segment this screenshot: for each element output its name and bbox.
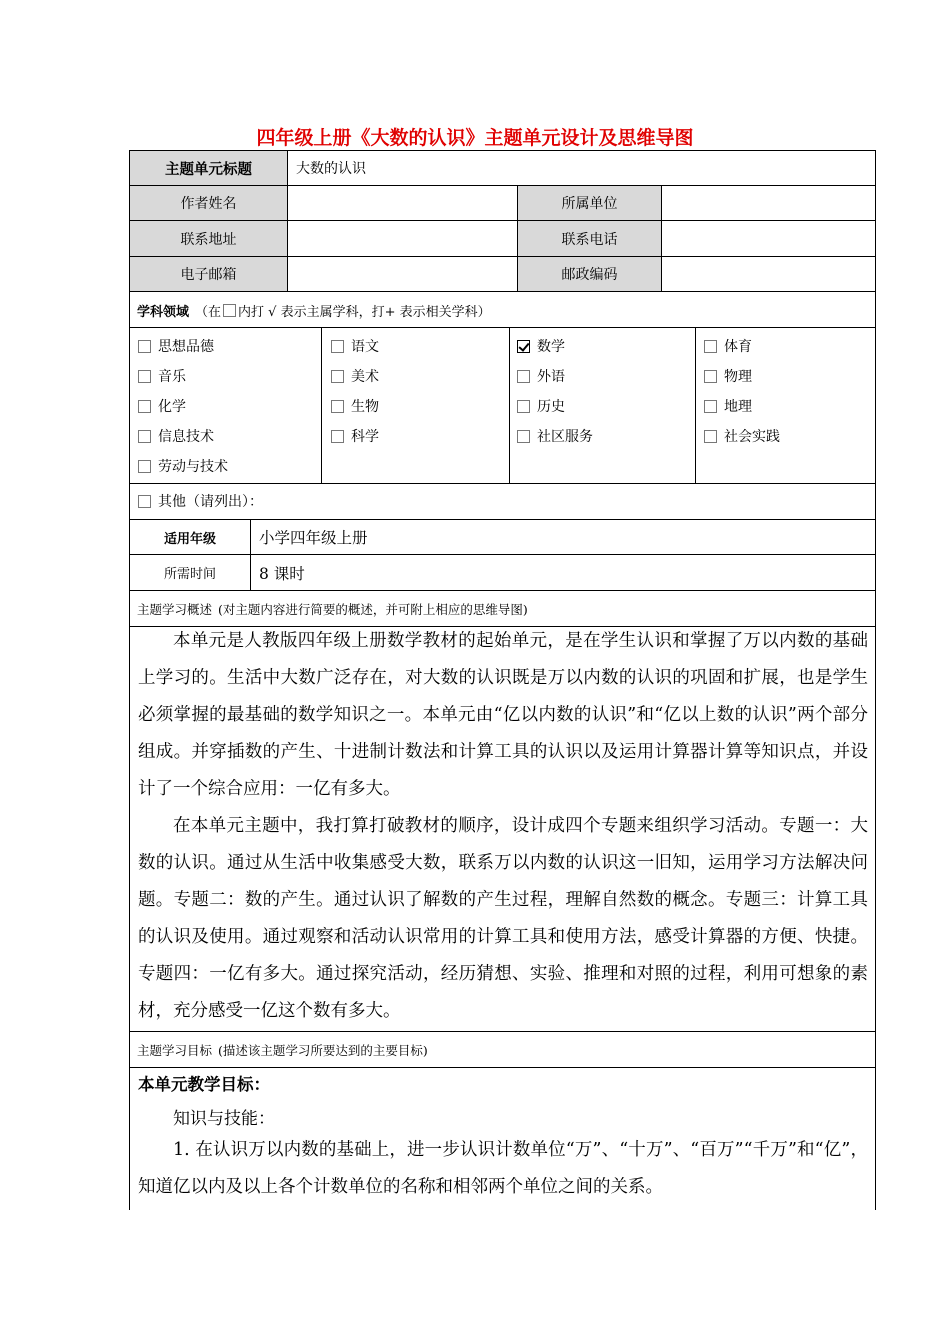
divider (321, 327, 322, 483)
author-label: 作者姓名 (130, 186, 287, 220)
checkbox-icon[interactable] (704, 340, 717, 353)
subject-option-label: 数学 (537, 339, 565, 355)
address-label: 联系地址 (130, 221, 287, 256)
subject-option[interactable] (517, 335, 565, 357)
checkbox-icon[interactable] (331, 430, 344, 443)
subject-option-label: 科学 (351, 429, 379, 445)
subject-option[interactable] (331, 365, 379, 387)
zip-label: 邮政编码 (518, 257, 661, 291)
subject-area-hint-suffix: 内打 √ 表示主属学科，打+ 表示相关学科） (238, 304, 491, 320)
subject-option[interactable] (138, 335, 214, 357)
divider (661, 185, 662, 291)
goal-subheading: 知识与技能： (173, 1108, 275, 1129)
checkbox-icon[interactable] (331, 400, 344, 413)
subject-area-hint-prefix: （在 (195, 304, 222, 320)
divider (129, 483, 876, 484)
divider (129, 327, 876, 328)
checkbox-icon[interactable] (704, 430, 717, 443)
subject-option[interactable] (138, 395, 186, 417)
zip-field[interactable] (662, 257, 875, 291)
divider (517, 185, 518, 291)
overview-paragraph-2: 在本单元主题中，我打算打破教材的顺序，设计成四个专题来组织学习活动。专题一：大数的认识。通过从生活中收集感受大数，联系万以内数的认识这一旧知，运用学习方法解决问题。专题二：数的产生。通过认识了解数的产生过程，理解自然数的概念。专题三：计算工具的认识及使用。通过观察和活动认识常用的计算工具和使用方法，感受计算器的方便、快捷。专题四：一亿有多大。通过探究活动，经历猜想、实验、推理和对照的过程，利用可想象的素材，充分感受一亿这个数有多大。 (138, 816, 868, 1021)
org-field[interactable] (662, 186, 875, 220)
divider (509, 327, 510, 483)
phone-label: 联系电话 (518, 221, 661, 256)
subject-option[interactable] (704, 395, 752, 417)
subject-option-label: 生物 (351, 399, 379, 415)
checked-checkbox-icon[interactable] (517, 340, 530, 353)
subject-option[interactable] (138, 455, 228, 477)
goal-header (137, 1032, 867, 1067)
subject-option-label: 社会实践 (724, 429, 780, 445)
phone-field[interactable] (662, 221, 875, 256)
checkbox-icon[interactable] (138, 340, 151, 353)
checkbox-icon[interactable] (704, 370, 717, 383)
subject-option-label: 地理 (724, 399, 752, 415)
subject-option-label: 历史 (537, 399, 565, 415)
subject-option[interactable] (517, 395, 565, 417)
divider (129, 220, 876, 221)
subject-option[interactable] (704, 365, 752, 387)
divider (129, 590, 876, 591)
divider (287, 150, 288, 291)
checkbox-icon[interactable] (517, 430, 530, 443)
goal-hint: (描述该主题学习所要达到的主要目标) (218, 1042, 428, 1058)
overview-header (137, 591, 867, 626)
overview-label: 主题学习概述 (137, 601, 213, 617)
time-label: 所需时间 (163, 567, 216, 582)
subject-option[interactable] (138, 425, 214, 447)
subject-option[interactable] (331, 335, 379, 357)
checkbox-icon[interactable] (517, 400, 530, 413)
subject-other-label: 其他（请列出）： (158, 494, 263, 510)
divider (129, 256, 876, 257)
subject-option-label: 外语 (537, 369, 565, 385)
divider (129, 519, 876, 520)
subject-area-label: 学科领域 (137, 304, 190, 320)
checkbox-icon[interactable] (138, 370, 151, 383)
checkbox-icon[interactable] (138, 430, 151, 443)
subject-option-label: 体育 (724, 339, 752, 355)
subject-option[interactable] (704, 335, 752, 357)
subject-option-label: 语文 (351, 339, 379, 355)
subject-option-label: 化学 (158, 399, 186, 415)
subject-option-label: 物理 (724, 369, 752, 385)
checkbox-icon[interactable] (331, 340, 344, 353)
divider (695, 327, 696, 483)
time-value: 8 课时 (259, 564, 305, 583)
subject-option-label: 音乐 (158, 369, 186, 385)
checkbox-icon[interactable] (138, 460, 151, 473)
subject-option-label: 美术 (351, 369, 379, 385)
email-label: 电子邮箱 (130, 257, 287, 291)
other-checkbox-icon[interactable] (138, 495, 151, 508)
email-field[interactable] (288, 257, 517, 291)
subject-option[interactable] (704, 425, 780, 447)
subject-area-header (137, 292, 867, 328)
theme-value[interactable]: 大数的认识 (296, 161, 366, 177)
checkbox-icon[interactable] (704, 400, 717, 413)
theme-label: 主题单元标题 (130, 151, 287, 185)
checkbox-icon[interactable] (138, 400, 151, 413)
divider (129, 1067, 876, 1068)
subject-option-label: 劳动与技术 (158, 459, 228, 475)
divider (129, 185, 876, 186)
author-field[interactable] (288, 186, 517, 220)
divider (129, 626, 876, 627)
overview-hint: (对主题内容进行简要的概述，并可附上相应的思维导图) (218, 601, 528, 617)
grade-value: 小学四年级上册 (259, 529, 368, 547)
subject-option[interactable] (517, 365, 565, 387)
subject-option[interactable] (331, 395, 379, 417)
checkbox-icon[interactable] (331, 370, 344, 383)
goal-label: 主题学习目标 (137, 1042, 213, 1058)
subject-option[interactable] (517, 425, 593, 447)
subject-option[interactable] (331, 425, 379, 447)
overview-paragraph-1: 本单元是人教版四年级上册数学教材的起始单元，是在学生认识和掌握了万以内数的基础上学习的。生活中大数广泛存在，对大数的认识既是万以内数的认识的巩固和扩展，也是学生必须掌握的最基础的数学知识之一。本单元由“亿以内数的认识”和“亿以上数的认识”两个部分组成。并穿插数的产生、十进制计数法和计算工具的认识以及运用计算器计算等知识点，并设计了一个综合应用：一亿有多大。 (138, 631, 868, 799)
page-title: 四年级上册《大数的认识》主题单元设计及思维导图 (256, 127, 694, 149)
checkbox-icon[interactable] (517, 370, 530, 383)
subject-other[interactable] (138, 484, 858, 518)
goal-item-1: 1. 在认识万以内数的基础上，进一步认识计数单位“万”、“十万”、“百万”“千万”和“亿”，知道亿以内及以上各个计数单位的名称和相邻两个单位之间的关系。 (138, 1140, 868, 1197)
subject-option-label: 社区服务 (537, 429, 593, 445)
divider (250, 519, 251, 590)
org-label: 所属单位 (518, 186, 661, 220)
address-field[interactable] (288, 221, 517, 256)
subject-option-label: 信息技术 (158, 429, 214, 445)
divider (129, 1031, 876, 1032)
subject-option[interactable] (138, 365, 186, 387)
grade-label: 适用年级 (163, 531, 216, 547)
checkbox-icon (223, 304, 236, 317)
subject-option-label: 思想品德 (158, 339, 214, 355)
goal-heading: 本单元教学目标： (138, 1075, 270, 1094)
divider (129, 291, 876, 292)
divider (129, 554, 876, 555)
